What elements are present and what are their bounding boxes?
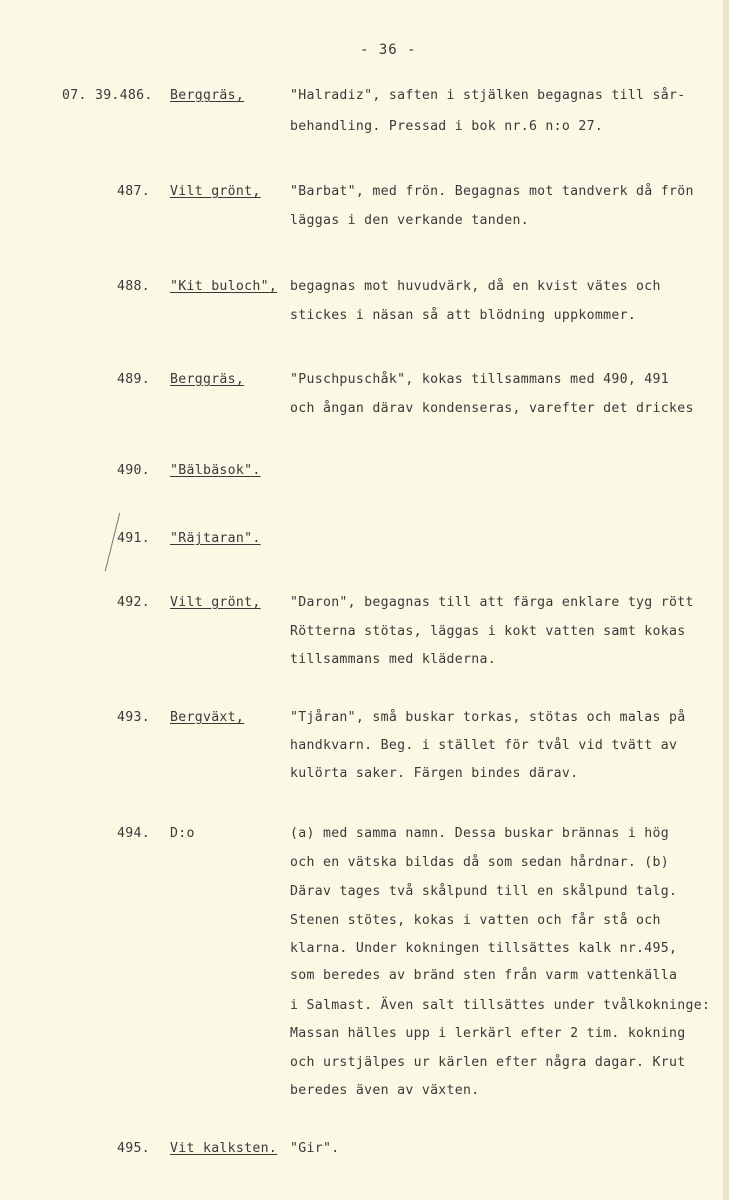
entry-text-line: kulörta saker. Färgen bindes därav. bbox=[290, 766, 579, 781]
entry-number: 493. bbox=[117, 710, 150, 725]
entry-text-line: "Tjåran", små buskar torkas, stötas och malas på bbox=[290, 710, 686, 725]
entry-text-line: tillsammans med kläderna. bbox=[290, 652, 496, 667]
entry-text-line: "Barbat", med frön. Begagnas mot tandverk då frön bbox=[290, 184, 694, 199]
entry-text-line: "Gir". bbox=[290, 1141, 340, 1156]
entry-number: 07. 39.486. bbox=[62, 88, 153, 103]
entry-text-line: "Daron", begagnas till att färga enklare tyg rött bbox=[290, 595, 694, 610]
entry-text-line: behandling. Pressad i bok nr.6 n:o 27. bbox=[290, 119, 604, 134]
entry-number: 489. bbox=[117, 372, 150, 387]
entry-text-line: stickes i näsan så att blödning uppkommer. bbox=[290, 308, 637, 323]
entry-number: 494. bbox=[117, 826, 150, 841]
entry-text-line: (a) med samma namn. Dessa buskar brännas i hög bbox=[290, 826, 670, 841]
entry-plant: Vit kalksten. bbox=[170, 1141, 278, 1156]
entry-text-line: "Puschpuschåk", kokas tillsammans med 490, 491 bbox=[290, 372, 670, 387]
entry-number: 492. bbox=[117, 595, 150, 610]
entry-number: 495. bbox=[117, 1141, 150, 1156]
entry-text-line: beredes även av växten. bbox=[290, 1083, 480, 1098]
entry-text-line: som beredes av bränd sten från varm vattenkälla bbox=[290, 968, 678, 983]
entry-text-line: Därav tages två skålpund till en skålpund talg. bbox=[290, 884, 678, 899]
entry-text-line: i Salmast. Även salt tillsättes under tvålkokninge: bbox=[290, 998, 711, 1013]
entry-plant: Berggräs, bbox=[170, 372, 245, 387]
entry-number: 490. bbox=[117, 463, 150, 478]
entry-text-line: Rötterna stötas, läggas i kokt vatten samt kokas bbox=[290, 624, 686, 639]
entry-text-line: begagnas mot huvudvärk, då en kvist vätes och bbox=[290, 279, 661, 294]
entry-plant: Vilt grönt, bbox=[170, 595, 261, 610]
entry-plant: "Räjtaran". bbox=[170, 531, 261, 546]
entry-text-line: läggas i den verkande tanden. bbox=[290, 213, 529, 228]
entry-plant: Berggräs, bbox=[170, 88, 245, 103]
entry-plant: "Kit buloch", bbox=[170, 279, 278, 294]
entry-text-line: handkvarn. Beg. i stället för tvål vid tvätt av bbox=[290, 738, 678, 753]
entry-number: 488. bbox=[117, 279, 150, 294]
entry-text-line: och ångan därav kondenseras, varefter det drickes bbox=[290, 401, 694, 416]
entry-text-line: klarna. Under kokningen tillsättes kalk nr.495, bbox=[290, 941, 678, 956]
entry-text-line: och en vätska bildas då som sedan hårdnar. (b) bbox=[290, 855, 670, 870]
entry-plant: "Bälbäsok". bbox=[170, 463, 261, 478]
entry-text-line: "Halradiz", saften i stjälken begagnas till sår- bbox=[290, 88, 686, 103]
entry-plant: D:o bbox=[170, 826, 195, 841]
entry-text-line: Massan hälles upp i lerkärl efter 2 tim. kokning bbox=[290, 1026, 686, 1041]
page-number: - 36 - bbox=[360, 42, 417, 58]
page-edge bbox=[723, 0, 729, 1200]
entry-number: 491. bbox=[117, 531, 150, 546]
entry-plant: Bergväxt, bbox=[170, 710, 245, 725]
entry-plant: Vilt grönt, bbox=[170, 184, 261, 199]
entry-text-line: Stenen stötes, kokas i vatten och får stå och bbox=[290, 913, 661, 928]
entry-text-line: och urstjälpes ur kärlen efter några dagar. Krut bbox=[290, 1055, 686, 1070]
entry-number: 487. bbox=[117, 184, 150, 199]
